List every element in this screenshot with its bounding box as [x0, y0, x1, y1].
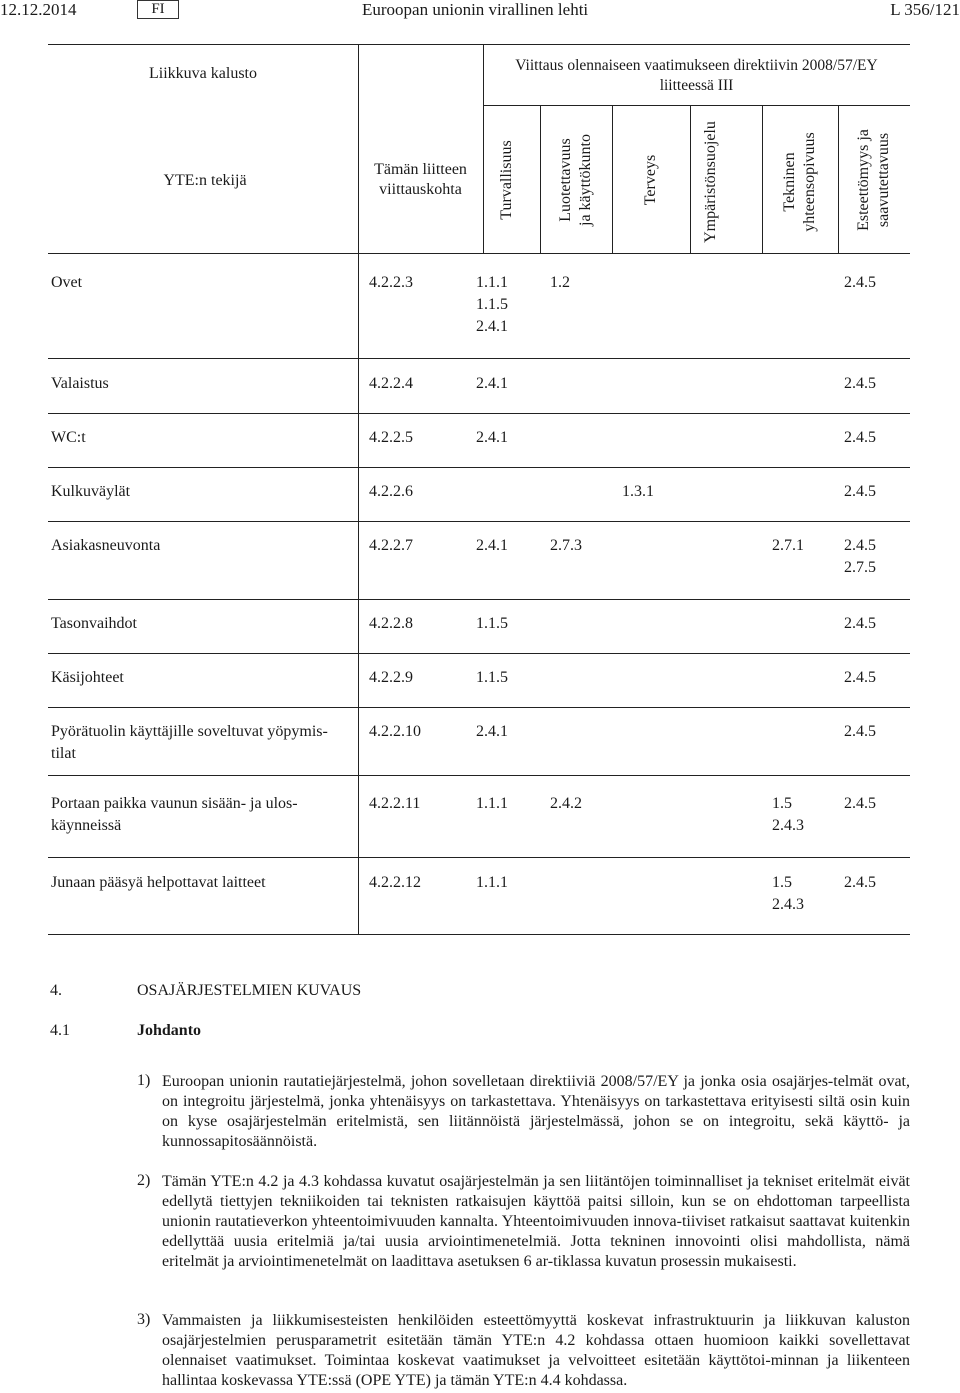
cell-accessibility: 2.4.5: [844, 483, 876, 500]
row-rule: [48, 521, 910, 522]
paragraph-number: 2): [137, 1172, 151, 1189]
cell-technical-compatibility: 1.5 2.4.3: [772, 874, 804, 913]
header-accessibility: Esteettömyys ja saavutettavuus: [855, 129, 892, 231]
row-label: Portaan paikka vaunun sisään- ja ulos- käynneissä: [51, 795, 298, 834]
row-label: Asiakasneuvonta: [51, 537, 161, 554]
row-reference: 4.2.2.10: [369, 723, 421, 740]
header-technical-compatibility: Tekninen yhteensopivuus: [781, 132, 818, 232]
cell-safety: 2.4.1: [476, 723, 508, 740]
paragraph-number: 3): [137, 1311, 151, 1328]
section-title: OSAJÄRJESTELMIEN KUVAUS: [137, 982, 362, 999]
row-reference: 4.2.2.9: [369, 669, 413, 686]
cell-reliability: 2.4.2: [550, 795, 582, 812]
subsection-number: 4.1: [50, 1022, 70, 1039]
cell-safety: 1.1.1: [476, 795, 508, 812]
row-reference: 4.2.2.8: [369, 615, 413, 632]
header-tsi-author: YTE:n tekijä: [163, 172, 247, 189]
row-rule: [48, 358, 910, 359]
cell-accessibility: 2.4.5: [844, 669, 876, 686]
row-rule: [48, 707, 910, 708]
row-reference: 4.2.2.7: [369, 537, 413, 554]
cell-safety: 1.1.1 1.1.5 2.4.1: [476, 274, 508, 335]
cell-technical-compatibility: 2.7.1: [772, 537, 804, 554]
cell-reliability: 1.2: [550, 274, 570, 291]
row-label: Valaistus: [51, 375, 109, 392]
cell-accessibility: 2.4.5: [844, 723, 876, 740]
cell-safety: 1.1.5: [476, 669, 508, 686]
cell-accessibility: 2.4.5: [844, 274, 876, 291]
col-divider: [540, 105, 541, 253]
table-bottom-rule: [48, 934, 910, 935]
row-reference: 4.2.2.12: [369, 874, 421, 891]
header-rolling-stock: Liikkuva kalusto: [149, 65, 257, 82]
header-reliability: Luotettavuus ja käyttökunto: [557, 134, 594, 226]
row-rule: [48, 413, 910, 414]
language-badge: FI: [137, 0, 179, 19]
table-top-rule: [48, 44, 910, 45]
cell-reliability: 2.7.3: [550, 537, 582, 554]
row-label: Kulkuväylät: [51, 483, 131, 500]
header-environment: Ympäristönsuojelu: [702, 121, 719, 243]
header-requirement-group: Viittaus olennaiseen vaatimukseen direktiivin 2008/57/EY liitteessä III: [515, 57, 878, 94]
cell-health: 1.3.1: [622, 483, 654, 500]
cell-accessibility: 2.4.5 2.7.5: [844, 537, 876, 576]
row-reference: 4.2.2.6: [369, 483, 413, 500]
row-reference: 4.2.2.5: [369, 429, 413, 446]
row-label: Ovet: [51, 274, 83, 291]
cell-technical-compatibility: 1.5 2.4.3: [772, 795, 804, 834]
paragraph-text: Euroopan unionin rautatiejärjestelmä, johon sovelletaan direktiiviä 2008/57/EY ja jonka osia osajärjes-telmät ovat, on integroitu järjestelmä, jonka yhtenäisyys on tarkastettava. Yhtenäisyys on tarkastettava erityisesti siltä osin kuin on kyse osajärjestelmän eritelmistä, sen liitännöistä järjestelmässä, johon se on integroitu, sekä käyttö- ja kunnossapitosäännöistä.: [162, 1073, 910, 1150]
page-reference: L 356/121: [890, 0, 960, 19]
row-rule: [48, 467, 910, 468]
row-label: Tasonvaihdot: [51, 615, 137, 632]
header-inner-rule: [483, 105, 910, 106]
cell-accessibility: 2.4.5: [844, 375, 876, 392]
cell-safety: 2.4.1: [476, 429, 508, 446]
cell-accessibility: 2.4.5: [844, 615, 876, 632]
row-rule: [48, 857, 910, 858]
col-divider: [690, 105, 691, 253]
col-divider: [838, 105, 839, 253]
subsection-title: Johdanto: [137, 1022, 202, 1039]
row-reference: 4.2.2.11: [369, 795, 421, 812]
paragraph-number: 1): [137, 1072, 151, 1089]
paragraph-text: Vammaisten ja liikkumisesteisten henkilöiden esteettömyyttä koskevat infrastruktuurin ja liikkuvan kaluston osajärjestelmien perusparametrit esitetään tämän YTE:n 4.2 kohdassa ottaen huomioon kaikki sovellettavat olennaiset vaatimukset. Toimintaa koskevat vaatimukset ja velvoitteet esitetään käyttötoi-minnan ja liikenteen hallintaa koskevassa YTE:ssä (OPE YTE) ja tämän YTE:n 4.4 kohdassa.: [162, 1312, 910, 1389]
row-label: Pyörätuolin käyttäjille soveltuvat yöpymis- tilat: [51, 723, 328, 762]
row-label: Käsijohteet: [51, 669, 124, 686]
section-number: 4.: [50, 982, 62, 999]
row-reference: 4.2.2.4: [369, 375, 413, 392]
journal-title: Euroopan unionin virallinen lehti: [362, 0, 589, 19]
header-safety: Turvallisuus: [498, 140, 515, 220]
row-rule: [48, 599, 910, 600]
cell-safety: 1.1.5: [476, 615, 508, 632]
cell-accessibility: 2.4.5: [844, 429, 876, 446]
cell-safety: 2.4.1: [476, 537, 508, 554]
row-label: Junaan pääsyä helpottavat laitteet: [51, 874, 266, 891]
header-health: Terveys: [642, 154, 659, 206]
cell-safety: 2.4.1: [476, 375, 508, 392]
cell-accessibility: 2.4.5: [844, 874, 876, 891]
header-annex-reference: Tämän liitteen viittauskohta: [374, 161, 467, 198]
col-divider: [612, 105, 613, 253]
row-label: WC:t: [51, 429, 86, 446]
journal-date: 12.12.2014: [0, 0, 77, 19]
row-rule: [48, 775, 910, 776]
cell-accessibility: 2.4.5: [844, 795, 876, 812]
row-reference: 4.2.2.3: [369, 274, 413, 291]
cell-safety: 1.1.1: [476, 874, 508, 891]
col-divider: [762, 105, 763, 253]
row-rule: [48, 653, 910, 654]
paragraph-text: Tämän YTE:n 4.2 ja 4.3 kohdassa kuvatut osajärjestelmän ja sen liitäntöjen toiminnalliset ja tekniset eritelmät eivät edellytä tiettyjen tekniikoiden tai teknisten ratkaisujen käyttöä paitsi silloin, kun se on ehdottoman tarpeellista unionin rautatieverkon yhteentoimivuuden kannalta. Yhteentoimivuuden innova-tiiviset ratkaisut saattavat kuitenkin edellyttää uusia eritelmiä ja/tai uusia arviointimenetelmiä. Jotta tekninen innovointi olisi mahdollista, nämä eritelmät ja arviointimenetelmät on laadittava asetuksen 6 ar-tiklassa kuvatun prosessin mukaisesti.: [162, 1173, 910, 1270]
